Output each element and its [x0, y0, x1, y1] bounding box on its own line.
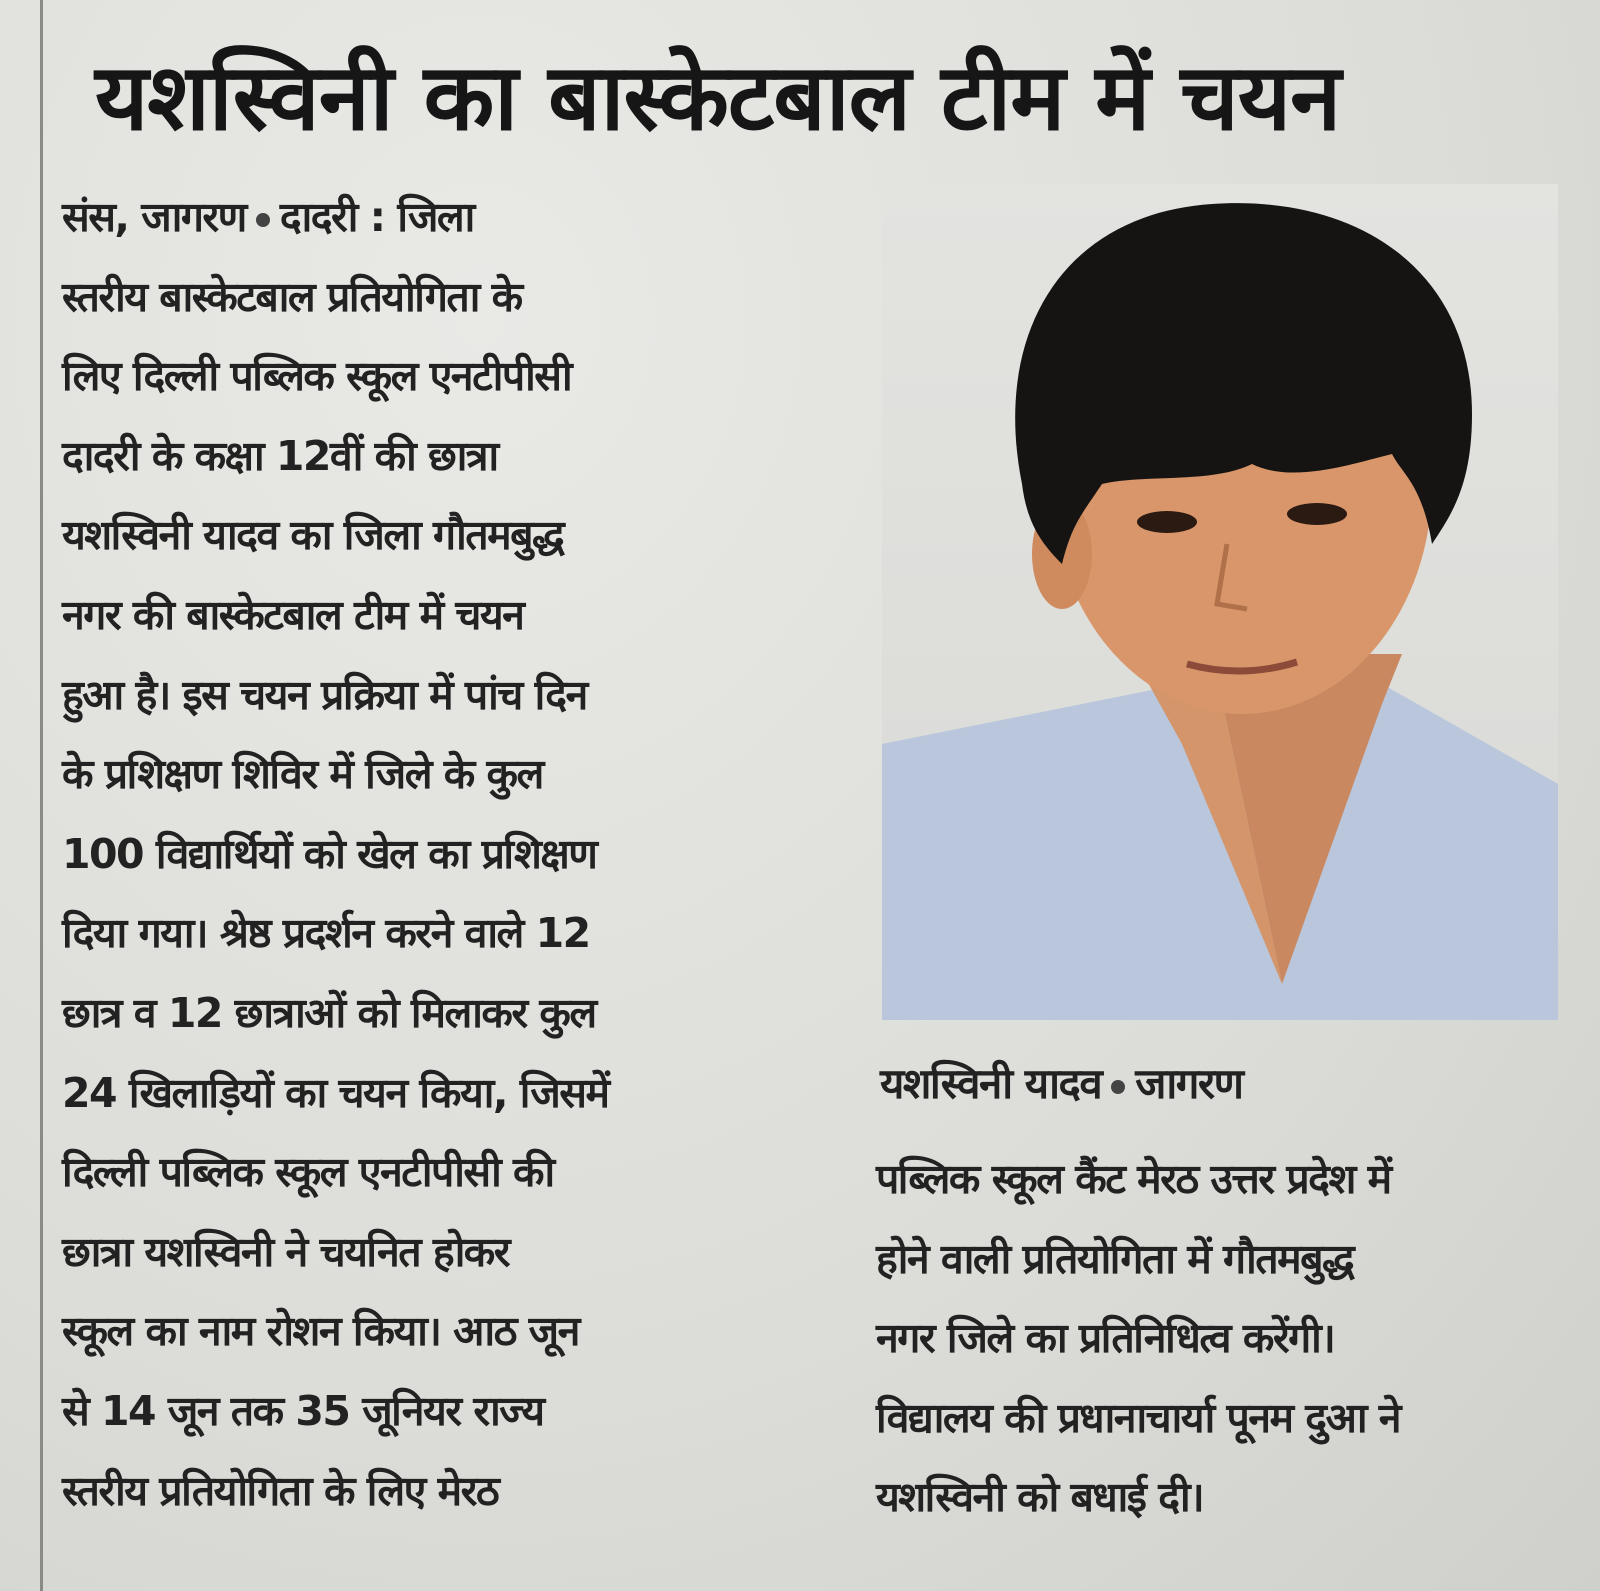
caption-credit: जागरण — [1135, 1059, 1243, 1108]
right-eye-icon — [1287, 503, 1347, 525]
headline: यशस्विनी का बास्केटबाल टीम में चयन — [95, 44, 1341, 151]
body-line: दिया गया। श्रेष्ठ प्रदर्शन करने वाले 12 — [62, 909, 590, 958]
body-line: स्तरीय प्रतियोगिता के लिए मेरठ — [62, 1466, 499, 1515]
caption-name: यशस्विनी यादव — [880, 1059, 1102, 1108]
article-continued-column — [876, 1140, 1576, 1538]
body-line: के प्रशिक्षण शिविर में जिले के कुल — [62, 750, 543, 799]
body-line: नगर की बास्केटबाल टीम में चयन — [62, 590, 524, 639]
body-line: छात्रा यशस्विनी ने चयनित होकर — [62, 1227, 510, 1276]
body-line: यशस्विनी को बधाई दी। — [876, 1473, 1204, 1522]
dateline — [62, 178, 782, 258]
portrait-illustration — [882, 184, 1558, 1020]
body-line: यशस्विनी यादव का जिला गौतमबुद्ध — [62, 511, 564, 560]
photo-caption — [880, 1054, 1560, 1114]
portrait-photo — [882, 184, 1558, 1020]
bullet-dot-icon — [1111, 1080, 1125, 1094]
dateline-place: दादरी : जिला — [279, 193, 474, 241]
body-line: 100 विद्यार्थियों को खेल का प्रशिक्षण — [62, 829, 597, 878]
body-line: विद्यालय की प्रधानाचार्या पूनम दुआ ने — [876, 1393, 1400, 1442]
body-line: छात्र व 12 छात्राओं को मिलाकर कुल — [62, 988, 596, 1037]
body-line: दादरी के कक्षा 12वीं की छात्रा — [62, 431, 498, 480]
column-rule — [40, 0, 43, 1591]
body-line: स्तरीय बास्केटबाल प्रतियोगिता के — [62, 272, 522, 321]
body-line: पब्लिक स्कूल कैंट मेरठ उत्तर प्रदेश में — [876, 1155, 1391, 1203]
body-line: से 14 जून तक 35 जूनियर राज्य — [62, 1386, 544, 1435]
body-line: लिए दिल्ली पब्लिक स्कूल एनटीपीसी — [62, 352, 572, 401]
body-line: नगर जिले का प्रतिनिधित्व करेंगी। — [876, 1314, 1335, 1363]
bullet-dot-icon — [256, 213, 270, 227]
left-eye-icon — [1137, 511, 1197, 533]
body-line: हुआ है। इस चयन प्रक्रिया में पांच दिन — [62, 670, 587, 719]
dateline-source: संस, जागरण — [62, 193, 246, 241]
body-line: दिल्ली पब्लिक स्कूल एनटीपीसी की — [62, 1148, 554, 1197]
body-line: 24 खिलाड़ियों का चयन किया, जिसमें — [62, 1068, 609, 1117]
body-line: स्कूल का नाम रोशन किया। आठ जून — [62, 1307, 579, 1356]
body-line: होने वाली प्रतियोगिता में गौतमबुद्ध — [876, 1234, 1354, 1283]
article-body-column — [62, 178, 782, 1531]
